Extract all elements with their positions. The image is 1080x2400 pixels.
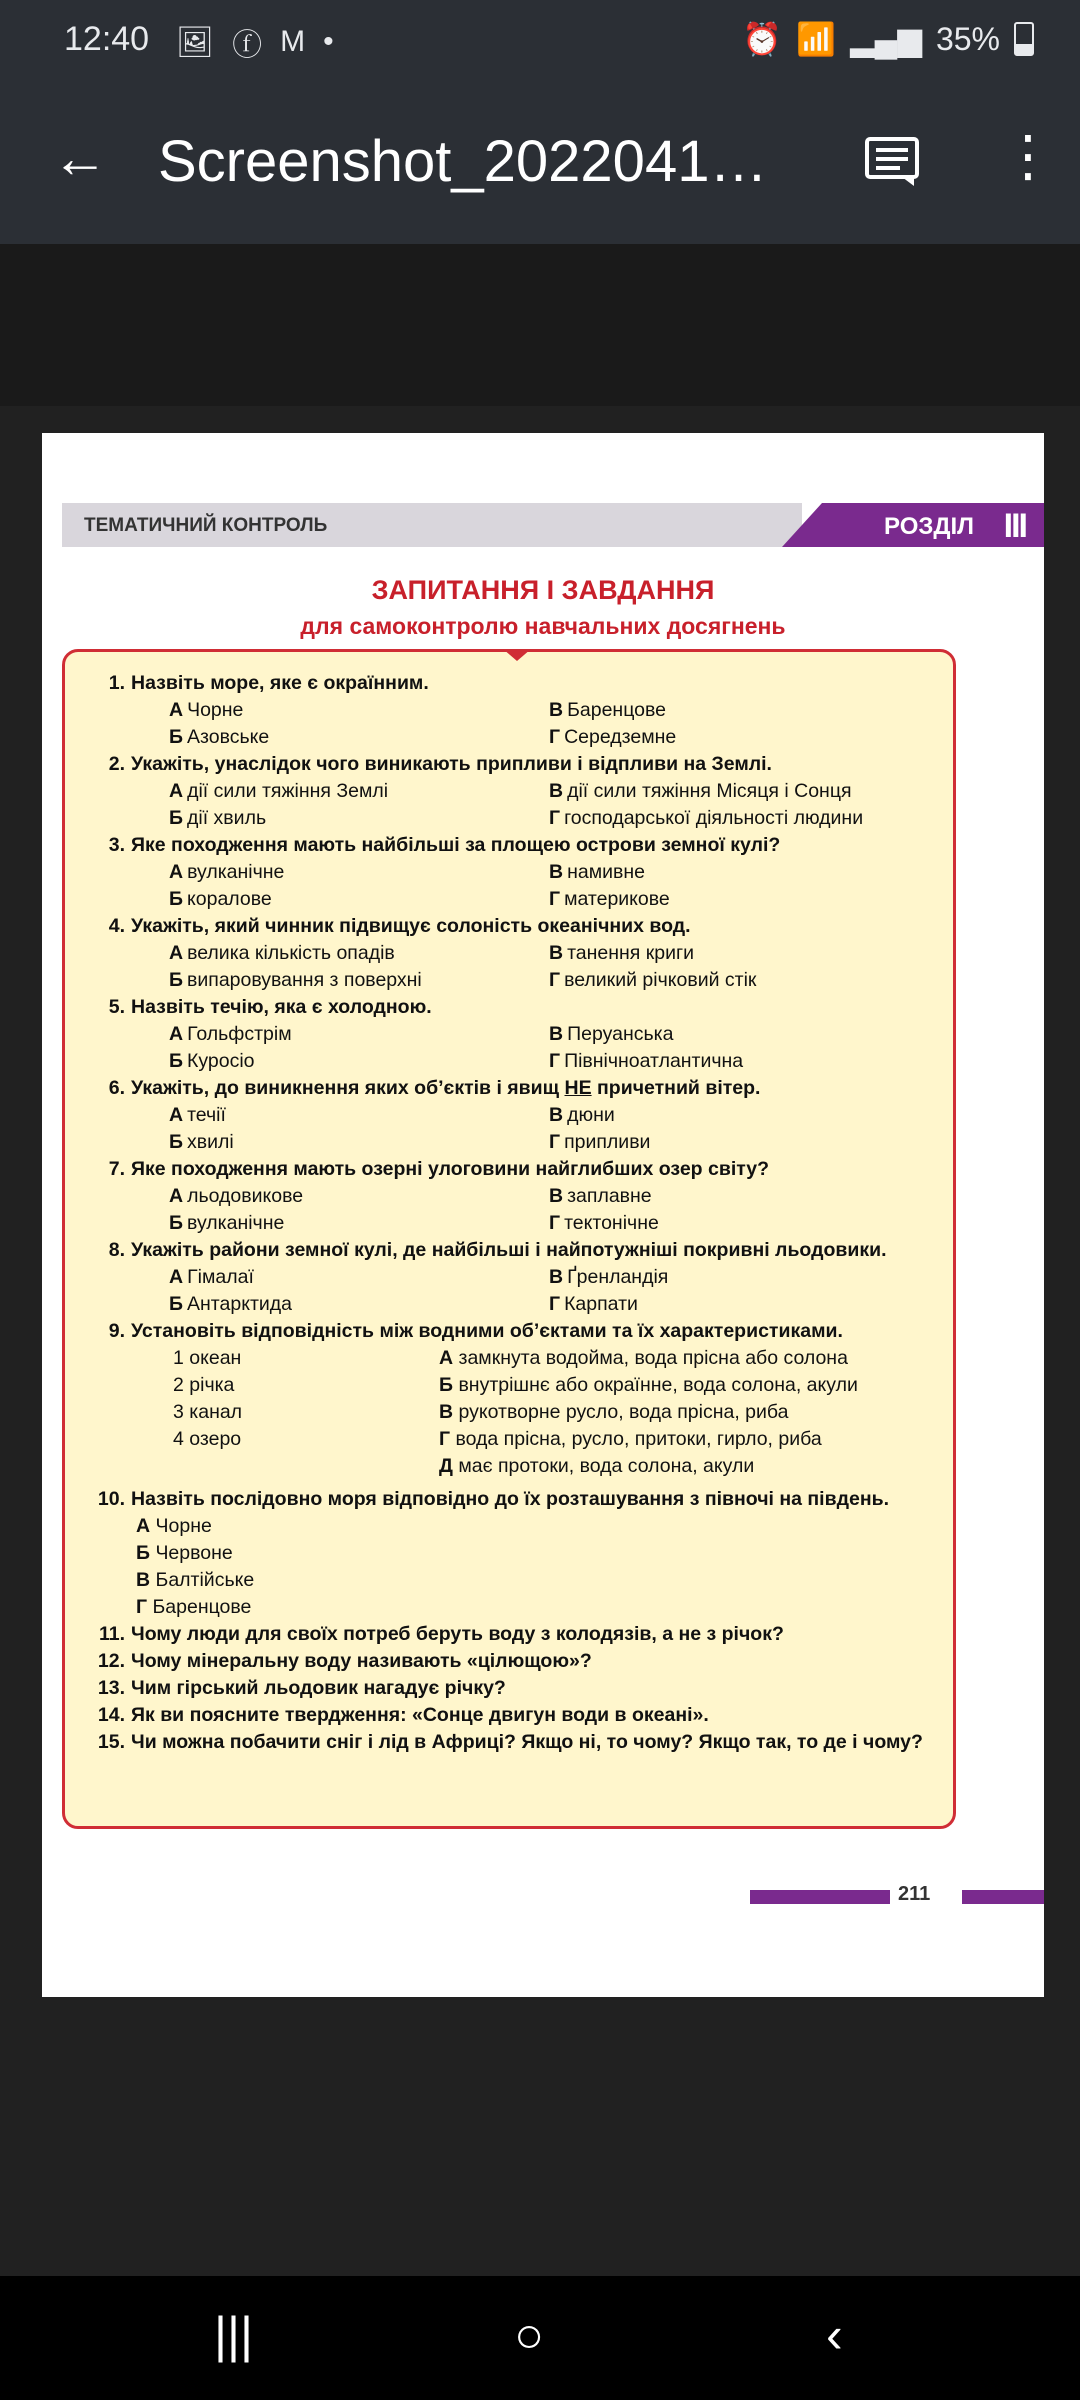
wifi-icon: 📶 — [796, 21, 837, 57]
page-title: ЗАПИТАННЯ І ЗАВДАННЯ — [371, 575, 715, 605]
question-7: 7. Яке походження мають озерні улоговини найглибших озер світу? А льодовикове В заплавне Б вулканічне Г тектонічне — [108, 1158, 770, 1234]
question-9: 9. Установіть відповідність між водними об’єктами та їх характеристиками. 1 океан А замкнута водойма, вода прісна або солона 2 річка Б внутрішнє або окраїнне, вода солона, акули 3 канал В рукотворне русло, вода прісна, риба 4 озеро Г вода прісна, русло, притоки, гирло, риба Д має протоки, вода солона, акули — [108, 1320, 858, 1477]
question-3: 3. Яке походження мають найбільші за площею острови земної кулі? А вулканічне В намивне Б коралове Г материкове — [108, 834, 781, 910]
page-subtitle: для самоконтролю навчальних досягнень — [300, 613, 786, 639]
question-8: 8. Укажіть райони земної кулі, де найбільші і найпотужніші покривні льодовики. А Гімалаї В Ґренландія Б Антарктида Г Карпати — [108, 1239, 887, 1315]
question-10: 10. Назвіть послідовно моря відповідно до їх розташування з півночі на південь. А Чорне Б Червоне В Балтійське Г Баренцове — [97, 1488, 889, 1618]
page-header — [62, 503, 1044, 547]
status-time: 12:40 — [64, 20, 150, 58]
question-4: 4. Укажіть, який чинник підвищує солоність океанічних вод. А велика кількість опадів В танення криги Б випаровування з поверхні Г великий річковий стік — [108, 915, 757, 991]
question-6: 6. Укажіть, до виникнення яких об’єктів і явищ НЕ причетний вітер. А течії В дюни Б хвилі Г припливи — [108, 1077, 761, 1153]
nav-bar — [0, 2276, 1080, 2400]
question-14: 14. Як ви поясните твердження: «Сонце двигун води в океані». — [97, 1704, 709, 1726]
comment-icon[interactable] — [864, 136, 920, 193]
battery-icon — [1014, 22, 1034, 56]
section-label: ТЕМАТИЧНИЙ КОНТРОЛЬ — [84, 515, 328, 536]
battery-percent: 35% — [935, 20, 1000, 57]
question-11: 11. Чому люди для своїх потреб беруть воду з колодязів, а не з річок? — [98, 1623, 784, 1645]
more-options-icon[interactable]: ⋮ — [1000, 124, 1056, 187]
page-number: 211 — [898, 1883, 931, 1905]
recent-apps-icon[interactable]: ||| — [214, 2307, 253, 2363]
signal-icon: ▂▄▆ — [850, 21, 922, 57]
question-1: 1. Назвіть море, яке є окраїнним. А Чорне В Баренцове Б Азовське Г Середземне — [108, 672, 677, 748]
app-bar — [0, 80, 1080, 244]
gmail-icon: M — [280, 25, 306, 58]
question-15: 15. Чи можна побачити сніг і лід в Африці? Якщо ні, то чому? Якщо так, то де і чому? — [97, 1731, 923, 1753]
alarm-icon: ⏰ — [742, 21, 783, 57]
footer-bar-left — [750, 1890, 890, 1904]
document-page — [42, 433, 1044, 1997]
back-nav-icon[interactable]: ‹ — [826, 2307, 843, 2363]
questions-box — [62, 649, 956, 1829]
status-bar — [0, 0, 1080, 80]
home-icon[interactable]: ○ — [514, 2307, 545, 2363]
chapter-number: III — [1003, 507, 1026, 545]
back-arrow-icon[interactable]: ← — [52, 126, 108, 189]
question-2: 2. Укажіть, унаслідок чого виникають припливи і відпливи на Землі. А дії сили тяжіння Землі В дії сили тяжіння Місяця і Сонця Б дії хвиль Г господарської діяльності людини — [108, 753, 864, 829]
gallery-icon: 🖼 — [176, 25, 215, 59]
viewer-background — [0, 244, 1080, 406]
file-title: Screenshot_2022041… — [158, 129, 768, 194]
question-12: 12. Чому мінеральну воду називають «цілющою»? — [97, 1650, 592, 1672]
footer-bar-right — [962, 1890, 1044, 1904]
question-13: 13. Чим гірський льодовик нагадує річку? — [97, 1677, 506, 1699]
facebook-icon: ⓕ — [232, 29, 263, 62]
dot-icon: • — [323, 25, 334, 58]
question-5: 5. Назвіть течію, яка є холодною. А Гольфстрім В Перуанська Б Куросіо Г Північноатлантична — [108, 996, 744, 1072]
chapter-label: РОЗДІЛ — [884, 513, 974, 540]
